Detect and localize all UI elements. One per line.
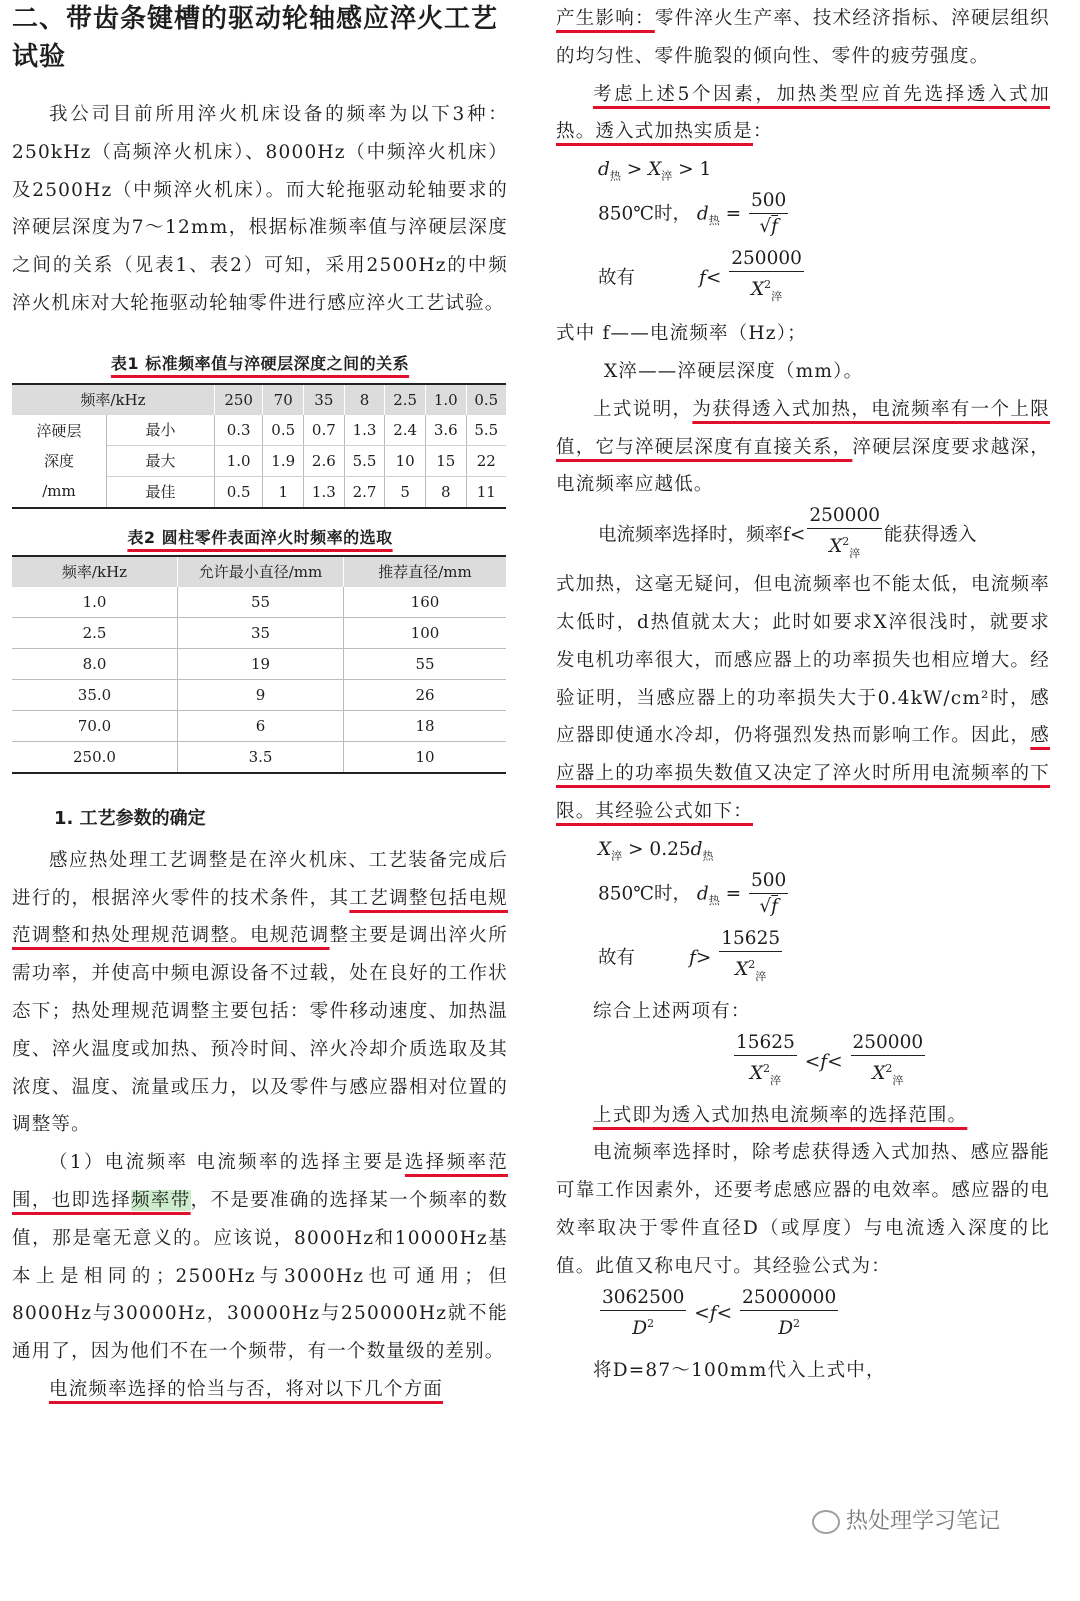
equation-2: 850℃时， $d_热$ = $\frac{500}{√f}$ — [598, 189, 1050, 247]
cell: 5 — [385, 476, 426, 508]
table1-freq: 250 — [214, 384, 262, 415]
row-label: 最大 — [107, 445, 215, 476]
paragraph-lower-limit — [556, 566, 1050, 831]
table1-caption-text: 表1 标准频率值与淬硬层深度之间的关系 — [110, 353, 410, 373]
paragraph-effects — [556, 0, 1050, 76]
paragraph-penetration — [556, 76, 1050, 152]
text-run: 能获得透入 — [883, 524, 977, 546]
definition-x: X淬——淬硬层深度（mm）。 — [604, 360, 864, 382]
cell: 3.5 — [178, 741, 344, 773]
row-group-line: 淬硬层 — [36, 421, 82, 440]
cell: 8.0 — [12, 648, 178, 679]
equation-8: $\frac{3062500}{D^2}$ <f< $\frac{25000000}{D^2}$ — [598, 1286, 1050, 1352]
cell: 250.0 — [12, 741, 178, 773]
paragraph-range — [556, 1097, 1050, 1135]
table-row — [12, 415, 506, 446]
cell: 160 — [344, 587, 507, 618]
numerator: 250000 — [729, 247, 804, 272]
cell: 15 — [425, 445, 466, 476]
cell: 9 — [178, 679, 344, 710]
table2-header: 允许最小直径/mm — [178, 556, 344, 587]
underlined-text: 选择频率范围，也即选择 — [12, 1152, 508, 1211]
numerator: 250000 — [851, 1031, 926, 1056]
equation-3: 故有 f< $\frac{250000}{X^2_淬}$ — [598, 247, 1050, 311]
text-run: 感应热处理工艺调整是在淬火机床、工艺装备完成后进行的，根据淬火零件的技术条件，其 — [12, 849, 508, 909]
table1-freq: 8 — [344, 384, 385, 415]
eq-prefix: 故有 — [598, 267, 636, 289]
table1-row-group — [12, 415, 107, 508]
wechat-icon — [812, 1510, 840, 1534]
paragraph-substitute: 将D=87～100mm代入上式中， — [593, 1359, 886, 1381]
cell: 35.0 — [12, 679, 178, 710]
numerator: 15625 — [734, 1031, 797, 1056]
cell: 0.3 — [214, 415, 262, 446]
table1-freq: 1.0 — [425, 384, 466, 415]
text-run: 整主要是调出淬火所需功率，并使高中频电源设备不过载，处在良好的工作状态下；热处理规范调整主要包括：零件移动速度、加热温度、淬火温度或加热、预冷时间、淬火冷却介质选取及其浓度、温度、流量或压力，以及零件与感应器相对位置的调整等。 — [12, 925, 508, 1136]
cell: 22 — [466, 445, 506, 476]
underlined-text: 上式即为透入式加热电流频率的选择范围。 — [593, 1104, 968, 1126]
table1-freq: 70 — [263, 384, 304, 415]
definition-f: 式中 f——电流频率（Hz）； — [556, 323, 807, 345]
eq-prefix: 850℃时， — [598, 883, 692, 905]
table2-caption — [12, 523, 508, 553]
underlined-text: 产生影响： — [556, 8, 655, 29]
fraction: $\frac{250000}{X^2_淬}$ — [809, 505, 880, 561]
cell: 2.5 — [12, 617, 178, 648]
equation-4: $X_淬 > 0.25d_热$ — [598, 838, 714, 863]
row-group-line: /mm — [42, 481, 76, 500]
table1 — [12, 383, 506, 509]
cell: 10 — [385, 445, 426, 476]
cell: 100 — [344, 617, 507, 648]
paragraph-combined: 综合上述两项有： — [593, 1000, 751, 1022]
cell: 2.4 — [385, 415, 426, 446]
paragraph-process — [12, 842, 508, 1144]
paragraph-impact — [12, 1371, 508, 1409]
table2-caption-text: 表2 圆柱零件表面淬火时频率的选取 — [127, 527, 393, 547]
underlined-text: 电流频率选择的恰当与否，将对以下几个方面 — [49, 1378, 444, 1400]
cell: 2.7 — [344, 476, 385, 508]
table-row — [12, 741, 506, 773]
table1-header-label: 频率/kHz — [12, 384, 214, 415]
cell: 35 — [178, 617, 344, 648]
cell: 10 — [344, 741, 507, 773]
fraction: $\frac{500}{√f}$ — [751, 869, 787, 917]
text-run: 式加热，这毫无疑问，但电流频率也不能太低，电流频率太低时，d热值就太大；此时如要求X淬很浅时，就要求发电机功率很大，而感应器上的功率损失也相应增大。经验证明，当感应器上的功率损失大于0.4kW/cm²时，感应器即使通水冷却，仍将强烈发热而影响工作。因此， — [556, 574, 1050, 747]
numerator: 500 — [749, 869, 788, 894]
watermark-text: 热处理学习笔记 — [846, 1509, 1001, 1534]
right-column — [556, 0, 1050, 1389]
equation-6: 故有 f> $\frac{15625}{X^2_淬}$ — [598, 927, 1050, 989]
cell: 0.5 — [214, 476, 262, 508]
left-column — [12, 0, 508, 1409]
numerator: 250000 — [807, 504, 882, 529]
text-run: ： — [753, 121, 773, 143]
watermark — [812, 1504, 1000, 1535]
numerator: 15625 — [719, 927, 782, 952]
text-run: 零件淬火生产率、技术经济指标、淬硬层组织的均匀性、零件脆裂的倾向性、零件的疲劳强度。 — [556, 8, 1050, 67]
equation-5: 850℃时， $d_热$ = $\frac{500}{√f}$ — [598, 869, 1050, 927]
fraction: $\frac{250000}{X^2_淬}$ — [731, 248, 802, 304]
table-row — [12, 587, 506, 618]
cell: 2.6 — [304, 445, 345, 476]
cell: 26 — [344, 679, 507, 710]
fraction: $\frac{25000000}{D^2}$ — [742, 1286, 837, 1339]
underlined-text: 为获得透入式加热，电流频率有一个上限值，它与淬硬层深度有直接关系， — [556, 398, 1050, 458]
text-run: （1）电流频率 电流频率的选择主要是 — [49, 1152, 405, 1174]
sub-heading: 1. 工艺参数的确定 — [54, 807, 206, 829]
equation-7: $\frac{15625}{X^2_淬}$ <f< $\frac{250000}{X^2_淬}$ — [732, 1031, 1050, 1097]
cell: 5.5 — [344, 445, 385, 476]
underlined-text: 工艺调整包括电规范调整和热处理规范调整。电规范调 — [12, 887, 508, 947]
cell: 55 — [178, 587, 344, 618]
cell: 1.9 — [263, 445, 304, 476]
cell: 3.6 — [425, 415, 466, 446]
cell: 1.3 — [304, 476, 345, 508]
table-row — [12, 648, 506, 679]
table-row — [12, 617, 506, 648]
underlined-text: 感应器上的功率损失数值又决定了淬火时所用电流频率的下限。其经验公式如下： — [556, 725, 1050, 822]
paragraph-frequency — [12, 1144, 508, 1371]
cell: 11 — [466, 476, 506, 508]
fraction: $\frac{250000}{X^2_淬}$ — [852, 1031, 924, 1087]
cell: 1.0 — [214, 445, 262, 476]
cell: 1.3 — [344, 415, 385, 446]
table-row — [12, 679, 506, 710]
fraction: $\frac{3062500}{D^2}$ — [602, 1286, 685, 1339]
table2-header-row — [12, 556, 506, 587]
highlighted-text: 频率带 — [131, 1189, 191, 1211]
cell: 19 — [178, 648, 344, 679]
text-run: ，不是要准确的选择某一个频率的数值，那是毫无意义的。应该说，8000Hz和10000Hz基本上是相同的；2500Hz与3000Hz也可通用；但8000Hz与30000Hz，30000Hz与250000Hz就不能通用了，因为他们不在一个频带，有一个数量级的差别。 — [12, 1189, 509, 1363]
cell: 1.0 — [12, 587, 178, 618]
eq-prefix: 850℃时， — [598, 203, 692, 225]
numerator: 3062500 — [600, 1286, 686, 1311]
paragraph-upper-limit — [556, 391, 1050, 504]
numerator: 25000000 — [740, 1286, 838, 1311]
row-label: 最佳 — [107, 476, 215, 508]
table1-caption — [12, 349, 508, 379]
fraction: $\frac{15625}{X^2_淬}$ — [721, 927, 781, 983]
paragraph-efficiency: 电流频率选择时，除考虑获得透入式加热、感应器能可靠工作因素外，还要考虑感应器的电效率。感应器的电效率取决于零件直径D（或厚度）与电流透入深度的比值。此值又称电尺寸。其经验公式为： — [556, 1142, 1050, 1277]
cell: 0.5 — [263, 415, 304, 446]
table1-freq: 35 — [304, 384, 345, 415]
text-run: 电流频率选择时，频率f< — [598, 524, 806, 546]
table1-header-row — [12, 384, 506, 415]
cell: 18 — [344, 710, 507, 741]
equation-inline — [598, 504, 1050, 566]
cell: 8 — [425, 476, 466, 508]
cell: 0.7 — [304, 415, 345, 446]
table1-freq: 2.5 — [385, 384, 426, 415]
cell: 5.5 — [466, 415, 506, 446]
table2-header: 推荐直径/mm — [344, 556, 507, 587]
cell: 1 — [263, 476, 304, 508]
text-run: 淬硬层深度要求越深，电流频率应越低。 — [556, 436, 1050, 496]
cell: 6 — [178, 710, 344, 741]
table2-header: 频率/kHz — [12, 556, 178, 587]
eq-prefix: 故有 — [598, 947, 636, 969]
equation-1: $d_热 > X_淬 > 1$ — [598, 159, 712, 183]
fraction: $\frac{15625}{X^2_淬}$ — [736, 1031, 795, 1087]
row-label: 最小 — [107, 415, 215, 446]
underlined-text: 考虑上述5个因素，加热类型应首先选择透入式加热。透入式加热实质是 — [556, 83, 1050, 143]
table2 — [12, 555, 506, 774]
cell: 70.0 — [12, 710, 178, 741]
section-heading: 二、带齿条键槽的驱动轮轴感应淬火工艺试验 — [12, 4, 499, 72]
numerator: 500 — [749, 189, 788, 214]
table-row — [12, 710, 506, 741]
fraction: $\frac{500}{√f}$ — [751, 190, 787, 238]
table1-freq: 0.5 — [466, 384, 506, 415]
intro-paragraph: 我公司目前所用淬火机床设备的频率为以下3种：250kHz（高频淬火机床）、8000Hz（中频淬火机床）及2500Hz（中频淬火机床）。而大轮拖驱动轮轴要求的淬硬层深度为7～12mm，根据标准频率值与淬硬层深度之间的关系（见表1、表2）可知，采用2500Hz的中频淬火机床对大轮拖驱动轮轴零件进行感应淬火工艺试验。 — [12, 104, 508, 314]
row-group-line: 深度 — [43, 451, 74, 470]
text-run: 上式说明， — [593, 398, 693, 420]
cell: 55 — [344, 648, 507, 679]
